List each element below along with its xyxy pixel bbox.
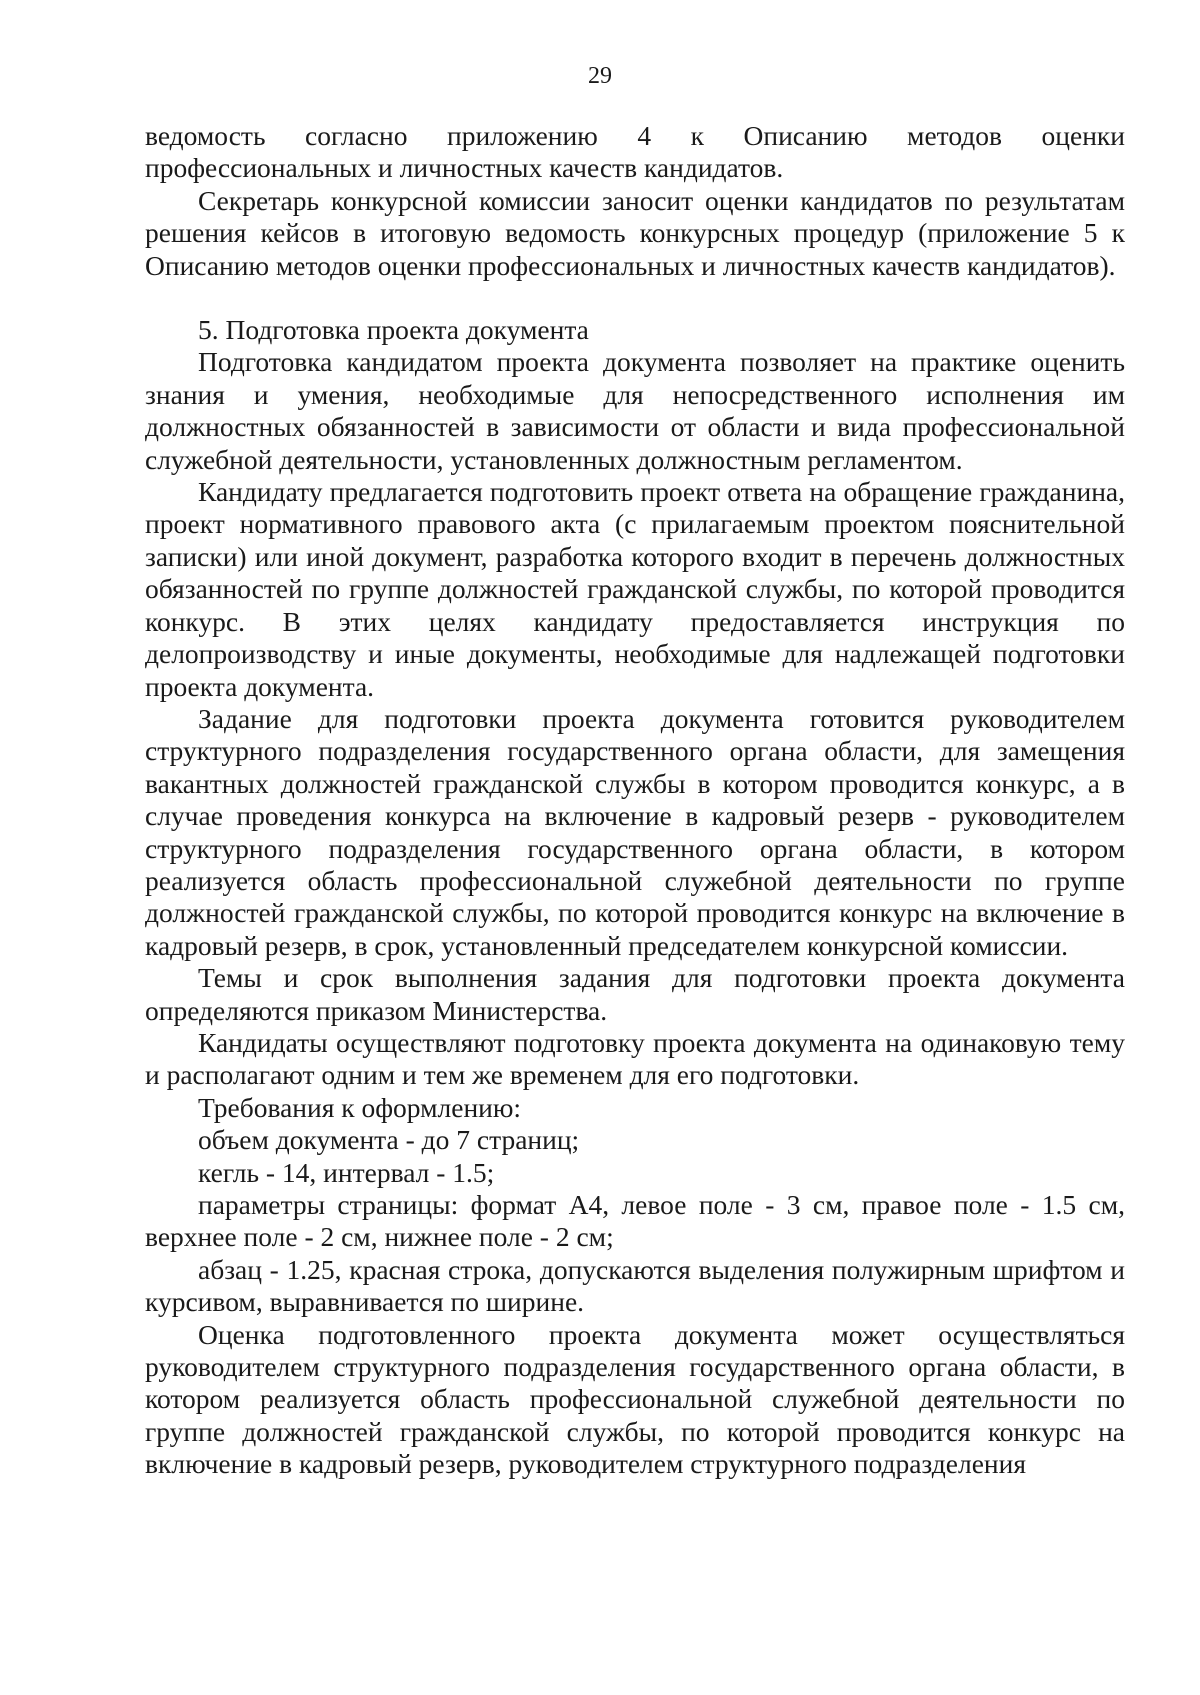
requirement-page-params: параметры страницы: формат А4, левое поле - 3 см, правое поле - 1.5 см, верхнее поле - 2 см, нижнее поле - 2 см; [145, 1189, 1125, 1253]
paragraph-same-topic: Кандидаты осуществляют подготовку проекта документа на одинаковую тему и располагают одним и тем же временем для его подготовки. [145, 1026, 1125, 1091]
page-number: 29 [588, 63, 612, 89]
paragraph-requirements-heading: Требования к оформлению: [198, 1091, 522, 1123]
paragraph-task-offer: Кандидату предлагается подготовить проект ответа на обращение гражданина, проект нормативного правового акта (с прилагаемым проектом пояснительной записки) или иной документ, разработка которого входит в перечень должностных обязанностей по группе должностей гражданской службы, по которой проводится конкурс. В этих целях кандидату предоставляется инструкция по делопроизводству и иные документы, необходимые для надлежащей подготовки проекта документа. [145, 476, 1125, 702]
requirement-volume: объем документа - до 7 страниц; [198, 1124, 580, 1156]
section-gap [145, 282, 1125, 314]
requirement-paragraph: абзац - 1.25, красная строка, допускаются выделения полужирным шрифтом и курсивом, выравнивается по ширине. [145, 1253, 1125, 1318]
paragraph-purpose: Подготовка кандидатом проекта документа позволяет на практике оценить знания и умения, необходимые для непосредственного исполнения им должностных обязанностей в зависимости от области и вида профессиональной служебной деятельности, установленных должностным регламентом. [145, 346, 1125, 475]
paragraph-evaluation: Оценка подготовленного проекта документа может осуществляться руководителем структурного подразделения государственного органа области, в котором реализуется область профессиональной служебной деятельности по группе должностей гражданской службы, по которой проводится конкурс на включение в кадровый резерв, руководителем структурного подразделения [145, 1318, 1125, 1480]
paragraph-task-preparation: Задание для подготовки проекта документа готовится руководителем структурного подразделения государственного органа области, для замещения вакантных должностей гражданской службы в котором проводится конкурс, а в случае проведения конкурса на включение в кадровый резерв - руководителем структурного подразделения государственного органа области, в котором реализуется область профессиональной служебной деятельности по группе должностей гражданской службы, по которой проводится конкурс на включение в кадровый резерв, в срок, установленный председателем конкурсной комиссии. [145, 702, 1125, 961]
requirement-font: кегль - 14, интервал - 1.5; [198, 1156, 495, 1188]
paragraph-topics: Темы и срок выполнения задания для подготовки проекта документа определяются приказом Министерства. [145, 962, 1125, 1026]
section-heading: 5. Подготовка проекта документа [198, 314, 589, 346]
paragraph-secretary: Секретарь конкурсной комиссии заносит оценки кандидатов по результатам решения кейсов в итоговую ведомость конкурсных процедур (приложение 5 к Описанию методов оценки профессиональных и личностных качеств кандидатов). [145, 184, 1125, 281]
document-body [145, 120, 1125, 1481]
paragraph-continuation: ведомость согласно приложению 4 к Описанию методов оценки профессиональных и личностных качеств кандидатов. [145, 120, 1125, 184]
